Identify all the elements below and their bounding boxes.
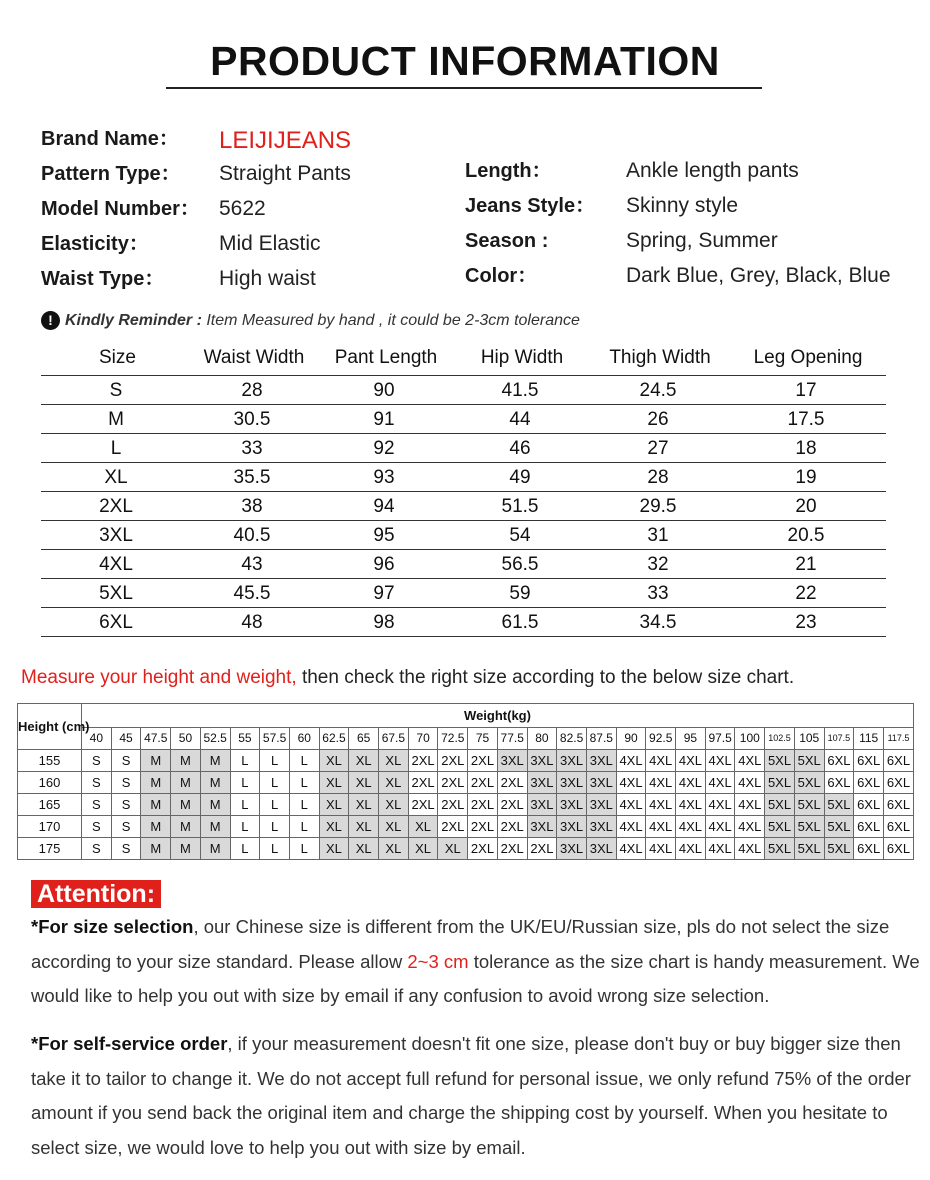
size-cell: 2XL	[438, 794, 468, 816]
reminder-text: Item Measured by hand , it could be 2-3cm tolerance	[201, 311, 580, 329]
table-cell: 91	[373, 409, 395, 430]
size-cell: 4XL	[735, 816, 765, 838]
weight-value: 75	[468, 728, 498, 750]
weight-value: 60	[289, 728, 319, 750]
size-cell: XL	[379, 772, 409, 794]
size-cell: L	[289, 750, 319, 772]
size-cell: XL	[379, 794, 409, 816]
table-cell: 45.5	[233, 583, 271, 604]
size-cell: 6XL	[883, 816, 913, 838]
size-cell: 4XL	[616, 772, 646, 794]
table-cell: 17.5	[787, 409, 825, 430]
height-value: 170	[18, 816, 82, 838]
size-cell: XL	[408, 816, 438, 838]
size-cell: 4XL	[646, 816, 676, 838]
table-cell: 48	[241, 612, 263, 633]
table-cell: 28	[647, 467, 669, 488]
size-cell: S	[111, 772, 141, 794]
height-header: Height (cm)	[18, 704, 82, 750]
table-cell: 4XL	[99, 554, 133, 575]
info-value: High waist	[219, 267, 316, 290]
para-text: , our Chinese size is different from the UK/EU/Russian size, pls do not select the size according to your size standard. Please allow	[31, 916, 890, 972]
self-service-paragraph	[31, 1027, 923, 1165]
column-header: Pant Length	[334, 347, 438, 368]
table-cell: 49	[509, 467, 531, 488]
size-cell: XL	[319, 772, 349, 794]
para-bold: *For size selection	[31, 916, 194, 937]
info-value: Spring, Summer	[626, 229, 778, 252]
weight-value: 52.5	[200, 728, 230, 750]
info-value: Straight Pants	[219, 162, 351, 185]
weight-value: 117.5	[883, 728, 913, 750]
info-model	[41, 194, 461, 224]
info-label: Waist Type：	[41, 268, 165, 290]
size-cell: 6XL	[854, 750, 884, 772]
size-cell: XL	[408, 838, 438, 860]
table-cell: 24.5	[639, 380, 677, 401]
para-text: , if your measurement doesn't fit one size, please don't buy or buy bigger size then take it to tailor to change it. We do not accept full refund for personal issue, we only refund 75% of the order amount if you send back the original item and charge the shipping cost by yourself. When you hesitate to select size, we would love to help you out with size by email.	[31, 1033, 911, 1158]
height-value: 175	[18, 838, 82, 860]
size-cell: S	[111, 794, 141, 816]
weight-value: 45	[111, 728, 141, 750]
size-cell: 4XL	[646, 772, 676, 794]
table-cell: 5XL	[99, 583, 133, 604]
info-length	[465, 156, 915, 186]
table-cell: 38	[241, 496, 263, 517]
size-cell: 6XL	[824, 750, 854, 772]
size-cell: 2XL	[408, 750, 438, 772]
size-cell: 4XL	[616, 750, 646, 772]
attention-banner: Attention:	[31, 880, 161, 908]
weight-header: Weight(kg)	[82, 704, 914, 728]
height-value: 165	[18, 794, 82, 816]
size-cell: XL	[379, 750, 409, 772]
size-cell: XL	[379, 838, 409, 860]
info-jeans-style	[465, 191, 915, 221]
size-cell: 4XL	[705, 750, 735, 772]
size-cell: M	[141, 794, 171, 816]
info-pattern	[41, 159, 461, 189]
reminder-label: Kindly Reminder :	[65, 311, 202, 329]
weight-value: 87.5	[586, 728, 616, 750]
size-cell: 4XL	[646, 750, 676, 772]
size-cell: 6XL	[883, 794, 913, 816]
table-cell: 30.5	[233, 409, 271, 430]
table-cell: 94	[373, 496, 395, 517]
size-cell: 4XL	[735, 794, 765, 816]
info-label: Length：	[465, 160, 552, 182]
size-cell: L	[289, 838, 319, 860]
weight-value: 92.5	[646, 728, 676, 750]
height-row	[18, 794, 914, 816]
size-cell: 2XL	[497, 772, 527, 794]
size-cell: L	[260, 772, 290, 794]
table-cell: 6XL	[99, 612, 133, 633]
info-brand	[41, 124, 461, 154]
size-cell: 2XL	[497, 794, 527, 816]
table-row	[41, 579, 886, 608]
size-cell: XL	[349, 794, 379, 816]
table-cell: 34.5	[639, 612, 677, 633]
measure-note-text: then check the right size according to the below size chart.	[296, 667, 795, 688]
table-row	[41, 550, 886, 579]
size-cell: 2XL	[438, 816, 468, 838]
info-color	[465, 261, 915, 291]
size-cell: M	[171, 772, 201, 794]
size-cell: 3XL	[527, 816, 557, 838]
size-cell: 6XL	[854, 772, 884, 794]
info-label: Jeans Style：	[465, 195, 596, 217]
size-cell: 4XL	[676, 750, 706, 772]
size-cell: 4XL	[705, 838, 735, 860]
table-row	[41, 434, 886, 463]
table-cell: 95	[373, 525, 395, 546]
size-cell: L	[289, 794, 319, 816]
size-cell: XL	[319, 816, 349, 838]
table-row	[41, 492, 886, 521]
table-row	[41, 405, 886, 434]
size-cell: 4XL	[676, 816, 706, 838]
size-cell: 3XL	[527, 794, 557, 816]
size-cell: 2XL	[408, 772, 438, 794]
column-header: Size	[99, 347, 136, 368]
size-cell: 2XL	[408, 794, 438, 816]
size-cell: XL	[349, 772, 379, 794]
size-cell: 2XL	[438, 772, 468, 794]
size-cell: 2XL	[497, 816, 527, 838]
size-table-header	[41, 340, 886, 376]
size-cell: M	[171, 816, 201, 838]
table-cell: 43	[241, 554, 263, 575]
size-cell: 4XL	[616, 816, 646, 838]
size-cell: 5XL	[824, 838, 854, 860]
size-cell: L	[230, 816, 260, 838]
weight-value: 105	[794, 728, 824, 750]
size-cell: 5XL	[765, 750, 795, 772]
size-cell: 4XL	[616, 838, 646, 860]
size-cell: M	[141, 750, 171, 772]
size-cell: 3XL	[557, 838, 587, 860]
size-cell: M	[200, 772, 230, 794]
size-cell: 6XL	[824, 772, 854, 794]
size-cell: M	[200, 838, 230, 860]
info-value: Dark Blue, Grey, Black, Blue	[626, 264, 891, 287]
brand-value: LEIJIJEANS	[219, 127, 352, 154]
title-underline	[166, 87, 762, 89]
table-cell: 96	[373, 554, 395, 575]
size-cell: 4XL	[735, 772, 765, 794]
table-row	[41, 521, 886, 550]
size-cell: 2XL	[468, 772, 498, 794]
info-season	[465, 226, 915, 256]
table-row	[41, 376, 886, 405]
table-cell: 21	[795, 554, 817, 575]
table-cell: M	[108, 409, 124, 430]
size-cell: 5XL	[824, 816, 854, 838]
size-cell: 3XL	[586, 816, 616, 838]
table-cell: 97	[373, 583, 395, 604]
info-label: Color：	[465, 265, 538, 287]
height-weight-size-chart	[17, 703, 914, 860]
size-cell: S	[82, 816, 112, 838]
height-row	[18, 772, 914, 794]
table-cell: 98	[373, 612, 395, 633]
size-cell: 4XL	[735, 838, 765, 860]
table-cell: 61.5	[501, 612, 539, 633]
size-cell: 4XL	[646, 794, 676, 816]
size-cell: 4XL	[676, 794, 706, 816]
size-cell: 5XL	[765, 816, 795, 838]
size-cell: M	[141, 816, 171, 838]
table-row	[41, 463, 886, 492]
size-cell: 3XL	[557, 750, 587, 772]
table-cell: L	[110, 438, 122, 459]
size-cell: S	[82, 794, 112, 816]
size-cell: 3XL	[586, 772, 616, 794]
weight-value: 97.5	[705, 728, 735, 750]
weight-value: 50	[171, 728, 201, 750]
height-row	[18, 750, 914, 772]
weight-value: 67.5	[379, 728, 409, 750]
size-cell: S	[82, 772, 112, 794]
table-cell: 54	[509, 525, 531, 546]
size-cell: 6XL	[883, 772, 913, 794]
size-cell: 6XL	[854, 838, 884, 860]
table-cell: 23	[795, 612, 817, 633]
size-cell: L	[230, 772, 260, 794]
size-cell: 4XL	[676, 772, 706, 794]
weight-value: 82.5	[557, 728, 587, 750]
kindly-reminder	[41, 311, 580, 330]
table-cell: 20	[795, 496, 817, 517]
weight-value: 72.5	[438, 728, 468, 750]
info-value: 5622	[219, 197, 266, 220]
size-cell: 6XL	[854, 816, 884, 838]
table-cell: XL	[104, 467, 128, 488]
table-cell: 92	[373, 438, 395, 459]
size-cell: M	[171, 750, 201, 772]
size-cell: 5XL	[794, 838, 824, 860]
weight-value: 47.5	[141, 728, 171, 750]
table-cell: S	[109, 380, 123, 401]
info-value: Skinny style	[626, 194, 739, 217]
info-label: Pattern Type：	[41, 163, 181, 185]
height-row	[18, 838, 914, 860]
size-cell: 2XL	[468, 794, 498, 816]
table-cell: 2XL	[99, 496, 133, 517]
size-cell: 4XL	[705, 816, 735, 838]
size-cell: 2XL	[527, 838, 557, 860]
size-cell: M	[200, 816, 230, 838]
size-cell: 2XL	[468, 816, 498, 838]
weight-value: 80	[527, 728, 557, 750]
exclamation-circle-icon: !	[41, 311, 60, 330]
table-cell: 19	[795, 467, 817, 488]
size-cell: 3XL	[557, 794, 587, 816]
size-cell: M	[200, 750, 230, 772]
size-cell: M	[171, 794, 201, 816]
info-elasticity	[41, 229, 461, 259]
table-cell: 59	[509, 583, 531, 604]
size-cell: 5XL	[794, 794, 824, 816]
size-cell: 3XL	[527, 772, 557, 794]
weight-value: 55	[230, 728, 260, 750]
size-cell: 3XL	[527, 750, 557, 772]
size-cell: 5XL	[794, 772, 824, 794]
size-cell: 4XL	[705, 772, 735, 794]
column-header: Thigh Width	[609, 347, 711, 368]
size-cell: XL	[349, 838, 379, 860]
size-cell: 5XL	[824, 794, 854, 816]
weight-values-row	[18, 728, 914, 750]
height-value: 155	[18, 750, 82, 772]
column-header: Leg Opening	[753, 347, 863, 368]
size-cell: L	[260, 816, 290, 838]
info-label: Brand Name：	[41, 128, 179, 150]
weight-value: 100	[735, 728, 765, 750]
table-cell: 33	[647, 583, 669, 604]
info-label: Elasticity：	[41, 233, 149, 255]
size-cell: 5XL	[794, 750, 824, 772]
height-row	[18, 816, 914, 838]
size-cell: 3XL	[497, 750, 527, 772]
size-cell: 2XL	[497, 838, 527, 860]
table-row	[41, 608, 886, 637]
size-cell: 5XL	[794, 816, 824, 838]
weight-value: 62.5	[319, 728, 349, 750]
size-cell: XL	[349, 750, 379, 772]
table-cell: 28	[241, 380, 263, 401]
size-cell: 3XL	[586, 794, 616, 816]
table-cell: 33	[241, 438, 263, 459]
weight-value: 65	[349, 728, 379, 750]
size-cell: M	[141, 838, 171, 860]
height-value: 160	[18, 772, 82, 794]
size-cell: 5XL	[765, 772, 795, 794]
measure-note	[21, 667, 794, 689]
size-cell: S	[82, 750, 112, 772]
info-waist-type	[41, 264, 461, 294]
weight-value: 77.5	[497, 728, 527, 750]
table-cell: 44	[509, 409, 531, 430]
info-value: Ankle length pants	[626, 159, 799, 182]
size-cell: 4XL	[616, 794, 646, 816]
info-label: Season :	[465, 230, 549, 252]
size-cell: 3XL	[586, 750, 616, 772]
info-value: Mid Elastic	[219, 232, 321, 255]
size-cell: 4XL	[646, 838, 676, 860]
size-table	[41, 340, 886, 637]
table-cell: 90	[373, 380, 395, 401]
page-title: PRODUCT INFORMATION	[210, 38, 720, 84]
size-cell: 4XL	[676, 838, 706, 860]
size-cell: XL	[319, 838, 349, 860]
weight-value: 115	[854, 728, 884, 750]
size-cell: L	[289, 816, 319, 838]
size-cell: S	[82, 838, 112, 860]
size-cell: 2XL	[468, 750, 498, 772]
table-cell: 29.5	[639, 496, 677, 517]
size-cell: XL	[319, 750, 349, 772]
size-selection-paragraph	[31, 910, 923, 1014]
size-cell: 2XL	[468, 838, 498, 860]
table-cell: 3XL	[99, 525, 133, 546]
column-header: Waist Width	[203, 347, 305, 368]
table-cell: 17	[795, 380, 817, 401]
size-cell: L	[260, 838, 290, 860]
size-cell: L	[230, 750, 260, 772]
size-cell: 3XL	[586, 838, 616, 860]
size-cell: L	[230, 794, 260, 816]
size-cell: XL	[349, 816, 379, 838]
weight-value: 107.5	[824, 728, 854, 750]
size-cell: 6XL	[883, 838, 913, 860]
size-cell: L	[260, 794, 290, 816]
size-cell: M	[171, 838, 201, 860]
weight-value: 102.5	[765, 728, 795, 750]
table-cell: 93	[373, 467, 395, 488]
weight-value: 95	[676, 728, 706, 750]
size-cell: 6XL	[883, 750, 913, 772]
table-cell: 41.5	[501, 380, 539, 401]
size-cell: XL	[379, 816, 409, 838]
table-cell: 26	[647, 409, 669, 430]
table-cell: 22	[795, 583, 817, 604]
weight-value: 40	[82, 728, 112, 750]
size-cell: S	[111, 838, 141, 860]
size-cell: 6XL	[854, 794, 884, 816]
table-cell: 32	[647, 554, 669, 575]
size-cell: XL	[319, 794, 349, 816]
size-cell: 4XL	[705, 794, 735, 816]
size-cell: 3XL	[557, 816, 587, 838]
size-cell: 5XL	[765, 838, 795, 860]
size-cell: L	[230, 838, 260, 860]
table-cell: 18	[795, 438, 817, 459]
size-cell: M	[200, 794, 230, 816]
table-cell: 27	[647, 438, 669, 459]
para-text: tolerance as the size chart is handy measurement. We would like to help you out with size by email if any confusion to avoid wrong size selection.	[31, 950, 920, 1006]
weight-value: 90	[616, 728, 646, 750]
para-bold: *For self-service order	[31, 1033, 228, 1054]
measure-note-red: Measure your height and weight,	[21, 667, 297, 688]
size-cell: S	[111, 816, 141, 838]
size-cell: 4XL	[735, 750, 765, 772]
size-cell: 3XL	[557, 772, 587, 794]
table-cell: 46	[509, 438, 531, 459]
weight-value: 57.5	[260, 728, 290, 750]
table-cell: 51.5	[501, 496, 539, 517]
size-cell: XL	[438, 838, 468, 860]
table-cell: 31	[647, 525, 669, 546]
table-cell: 56.5	[501, 554, 539, 575]
table-cell: 20.5	[787, 525, 825, 546]
size-cell: 2XL	[438, 750, 468, 772]
tolerance-highlight: 2~3 cm	[407, 950, 469, 972]
info-label: Model Number：	[41, 198, 200, 220]
size-cell: L	[289, 772, 319, 794]
size-cell: L	[260, 750, 290, 772]
table-cell: 40.5	[233, 525, 271, 546]
column-header: Hip Width	[480, 347, 564, 368]
size-cell: M	[141, 772, 171, 794]
size-cell: 5XL	[765, 794, 795, 816]
size-cell: S	[111, 750, 141, 772]
weight-value: 70	[408, 728, 438, 750]
table-cell: 35.5	[233, 467, 271, 488]
weight-header-row	[18, 704, 914, 728]
